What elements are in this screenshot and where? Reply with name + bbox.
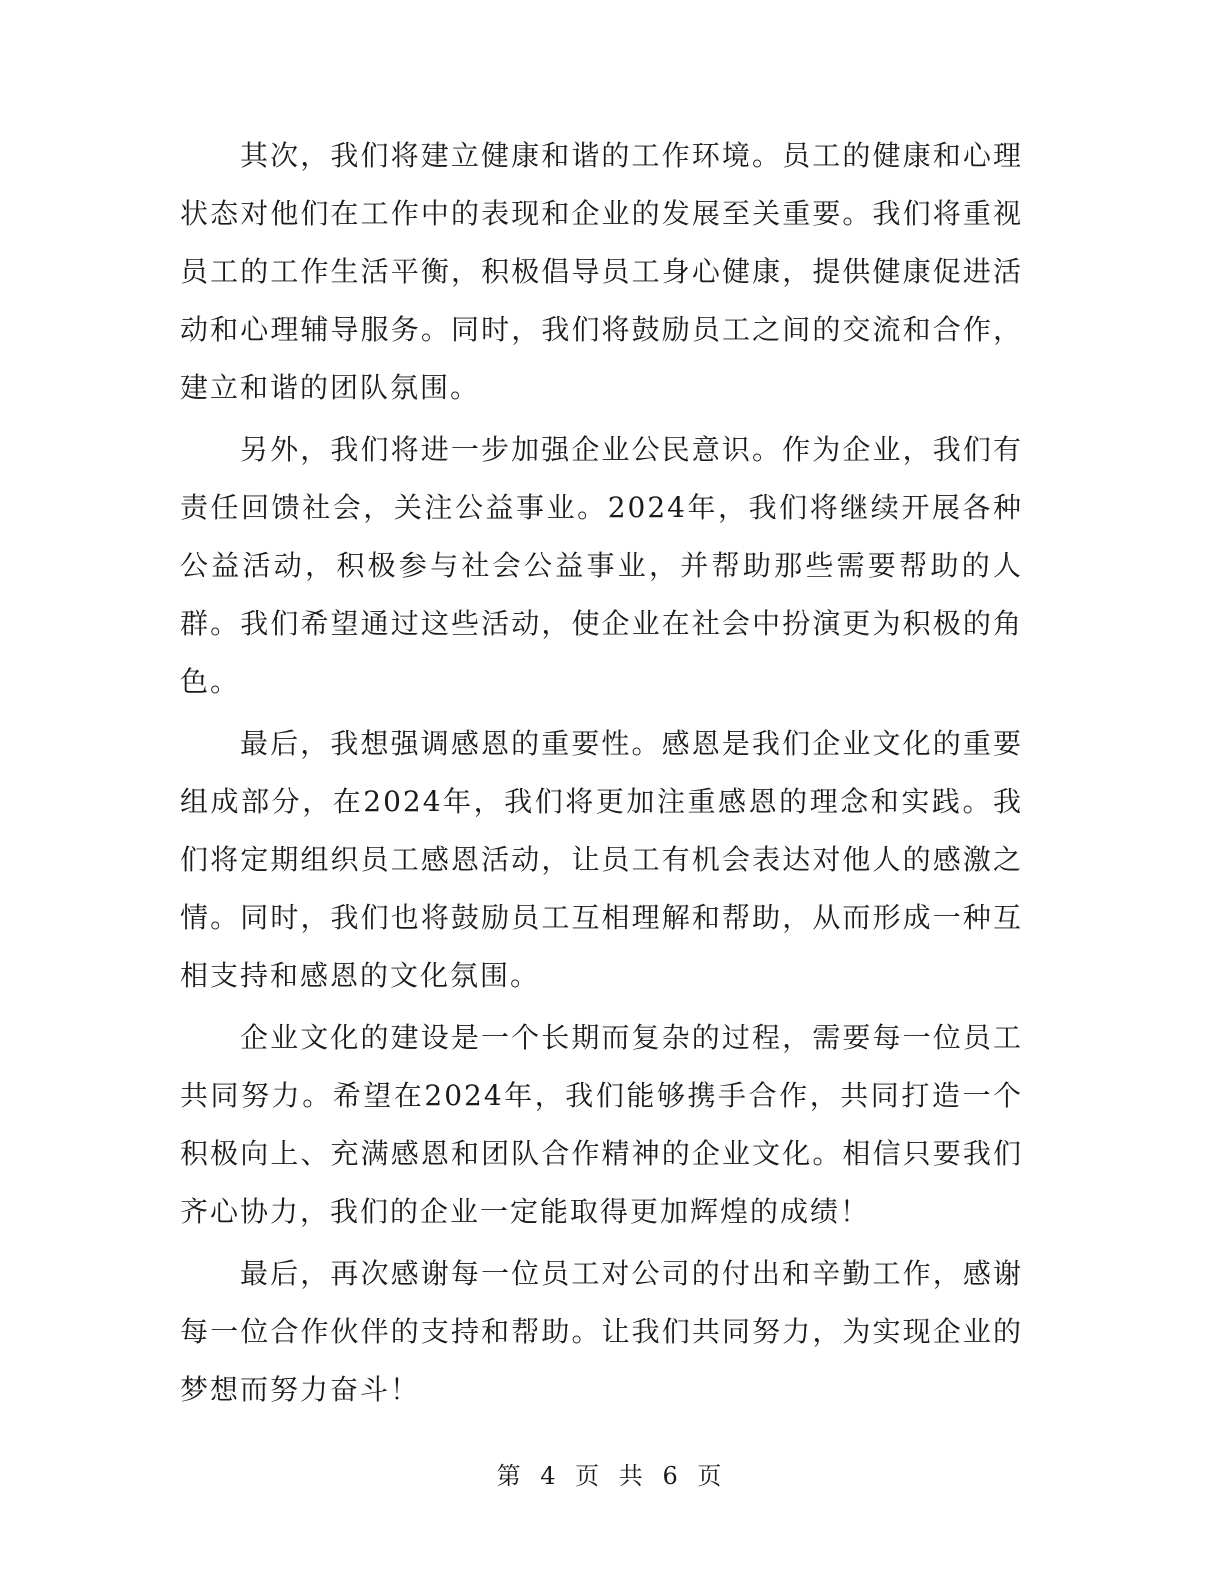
page-number-footer: 第 4 页 共 6 页 bbox=[496, 1462, 728, 1490]
paragraph-health-environment: 其次，我们将建立健康和谐的工作环境。员工的健康和心理状态对他们在工作中的表现和企业的发展至关重要。我们将重视员工的工作生活平衡，积极倡导员工身心健康，提供健康促进活动和心理辅导服务。同时，我们将鼓励员工之间的交流和合作，建立和谐的团队氛围。 bbox=[180, 139, 1023, 404]
paragraph-culture-building: 企业文化的建设是一个长期而复杂的过程，需要每一位员工共同努力。希望在2024年，我们能够携手合作，共同打造一个积极向上、充满感恩和团队合作精神的企业文化。相信只要我们齐心协力，我们的企业一定能取得更加辉煌的成绩！ bbox=[180, 1021, 1023, 1228]
document-body bbox=[180, 127, 1023, 1423]
paragraph-closing-thanks: 最后，再次感谢每一位员工对公司的付出和辛勤工作，感谢每一位合作伙伴的支持和帮助。让我们共同努力，为实现企业的梦想而努力奋斗！ bbox=[180, 1257, 1023, 1406]
paragraph-corporate-citizenship: 另外，我们将进一步加强企业公民意识。作为企业，我们有责任回馈社会，关注公益事业。2024年，我们将继续开展各种公益活动，积极参与社会公益事业，并帮助那些需要帮助的人群。我们希望通过这些活动，使企业在社会中扮演更为积极的角色。 bbox=[180, 433, 1023, 698]
paragraph-gratitude: 最后，我想强调感恩的重要性。感恩是我们企业文化的重要组成部分，在2024年，我们将更加注重感恩的理念和实践。我们将定期组织员工感恩活动，让员工有机会表达对他人的感激之情。同时，我们也将鼓励员工互相理解和帮助，从而形成一种互相支持和感恩的文化氛围。 bbox=[180, 727, 1023, 992]
